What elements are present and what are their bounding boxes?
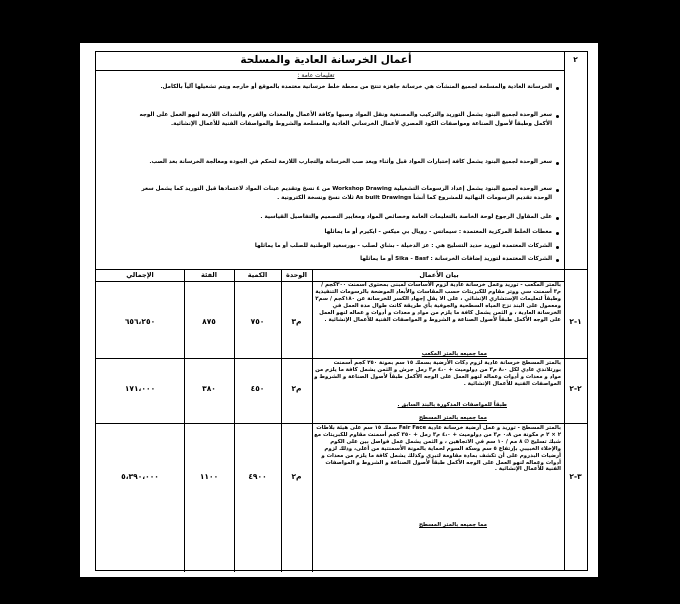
instruction-3: سعر الوحدة لجميع البنود يشمل كافة إختبارات المواد قبل وأثناء وبعد صب الخرسانة والتجارب اللازمة لتحكم في الجودة ومعالجة الخرسانة بعد الصب. xyxy=(149,159,552,165)
row-1-bottom-line xyxy=(96,358,587,359)
bullet-7 xyxy=(556,246,559,249)
bullet-6 xyxy=(556,232,559,235)
row-2-rate: ٣٨٠ xyxy=(202,384,216,393)
row-3-rate: ١١٠٠ xyxy=(199,472,219,481)
header-quantity: الكمية xyxy=(247,271,268,279)
row-1-unit: م٣ xyxy=(291,317,302,326)
bullet-3 xyxy=(556,162,559,165)
section-title: أعمال الخرسانة العادية والمسلحة xyxy=(240,54,412,66)
col-rate-qty-line xyxy=(234,269,235,572)
section-number: ٢ xyxy=(573,55,578,64)
row-2-description: بالمتر المسطح خرسانة عادية لزوم دكات الأرضية بسمك ١٥ سم بمونة ٢٥٠ كجم أسمنت بورتلاندي عادي لكل ٨،٠ م٣ من دولوميت + ٤،٠ م٣ رمل جرش و الثمن يشمل كافة ما يلزم من مواد و معدات و أدوات وعماله لنهو العمل على الوجه الأكمل طبقاً لأصول الصناعة و الشروط و المواصفات الفنية للأعمال الإنشائية . xyxy=(314,360,561,387)
bullet-8 xyxy=(556,259,559,262)
bullet-1 xyxy=(556,87,559,90)
row-3-footer: مما جميعه بالمتر المسطح xyxy=(419,522,487,528)
boq-frame xyxy=(95,51,588,571)
document-page xyxy=(80,43,598,577)
instructions-subtitle: تعليمات عامة : xyxy=(297,72,335,79)
bullet-2 xyxy=(556,115,559,118)
header-unit: الوحدة xyxy=(285,271,308,279)
row-1-number: ١-٢ xyxy=(569,317,582,326)
row-2-unit: م٢ xyxy=(291,384,302,393)
header-description: بيان الأعمال xyxy=(419,271,459,279)
header-rate: الفئة xyxy=(201,271,217,279)
row-1-total: ٦٥٦،٢٥٠ xyxy=(124,317,156,326)
row-2-note: طبقاً للمواصفات المذكورة بالبند السابق . xyxy=(397,402,507,408)
row-3-quantity: ٤٩٠٠ xyxy=(248,472,267,481)
col-total-rate-line xyxy=(184,269,185,572)
row-1-description: بالمتر المكعب - توريد وعمل خرسانة عادية لزوم الأساسات لمبنى بمحتوى اسمنت ٣٠٠كجم / م٣ أسمنت سي ووتر مقاوم للكبريتات حسب المقاسات والأبعاد الموضحة بالرسومات التنفيذية وطبقاً لتعليمات الإستشاري الإنشائي ، على الا يقل إجهاد الكسر للخرسانة عن ١٨٠كجم / سم٢ ومعمول على البند نزح المياه السطحية والجوفية بأي طريقة كانت طوال مدة العمل في الخرسانة العادية ، و الثمن يشمل كافة ما يلزم من مواد و معدات و أدوات و عماله لنهو العمل على الوجه الأكمل طبقاً لأصول الصناعة و الشروط و المواصفات الفنية للأعمال الإنشائية . xyxy=(315,282,561,323)
bullet-4 xyxy=(556,189,559,192)
instruction-4: سعر الوحدة لجميع البنود يشمل إعداد الرسومات التشغيلية Workshop Drawing من ٤ نسخ وتقديم عينات المواد لاعتمادها قبل التوريد كما يشمل سعر الوحدة تقديم الرسومات النهائية للمشروع كما أنشأ As built Drawings ثلاث نسخ ونسخة الكترونية . xyxy=(141,186,552,201)
instruction-6: معطات الخلط المركزية المعتمدة : سيماتس - رويال بي ميكس - ايكيرم أو ما يماثلها xyxy=(324,229,552,235)
row-3-total: ٥،٣٩٠،٠٠٠ xyxy=(121,472,159,481)
col-qty-unit-line xyxy=(281,269,282,572)
row-1-footer: مما جميعه بالمتر المكعب xyxy=(421,351,487,357)
instruction-2: سعر الوحدة لجميع البنود يشمل التوريد والتركيب والمصنعية ونقل المواد وصبها وكافة الأعمال والمعدات والفرم والشدات اللازمة لنهو العمل على الوجه الأكمل وطبقاً لأصول الصناعة ومواصفات الكود المصري لأعمال الخرساني العادية والمسلحة والشروط والمواصفات الفنية للأعمال الإنشائية. xyxy=(139,112,552,127)
row-3-description: بالمتر المسطح - توريد و عمل أرضية خرسانة عادية Fair Face سمك ١٥ سم على هيئة بلاطات ٢ × ٢ م مكونة من ٠،٨ م٣ من دولوميت + ٤،٠ م٣ رمل + ٣٥٠ كجم أسمنت مقاوم للكبريتات مع شبك تسليح ∅ ٨ مم / ١٠ سم في الاتجاهين ، و الثمن يشمل عمل فواصل بين على الكوم والإخلاء الخبيبي بإرتفاع ٥ سم وسكة السوم لحماية بالمونة الأسمنتية من أعلى، وذلك لزوم أرضيات البدروم على أن تكشف بمادة مقاومة لتبري وكذلك يشمل كافة ما يلزم من معدات و أدوات وعماله لنهو العمل على الوجه الأكمل طبقاً لأصول الصناعة و الشروط و المواصفات الفنية للأعمال الإنشائية . xyxy=(314,425,561,473)
bullet-5 xyxy=(556,217,559,220)
row-3-number: ٣-٢ xyxy=(569,472,582,481)
instruction-8: الشركات المعتمدة لتوريد إضافات الخرسانة : Sika - Basf أو ما يماثلها xyxy=(360,256,552,262)
instruction-1: الخرسانة العادية والمسلحة لجميع المنشآت هي خرسانة جاهزة تنتج من محطة خلط خرسانية معتمدة بالموقع أو خارجه ويتم تشغيلها آلياً بالكامل. xyxy=(160,84,552,90)
row-1-rate: ٨٧٥ xyxy=(202,317,216,326)
instruction-5: على المقاول الرجوع لوحة الخاصة بالتعليمات العامة وخصائص المواد ومعايير التصميم والتفاصيل القياسية . xyxy=(260,214,552,220)
row-2-bottom-line xyxy=(96,423,587,424)
row-2-footer: مما جميعه بالمتر المسطح xyxy=(419,415,487,421)
header-divider xyxy=(96,70,564,71)
row-2-quantity: ٤٥٠ xyxy=(250,384,265,393)
instruction-7: الشركات المعتمدة لتوريد حديد التسليح هي : عز الدخيلة - بشاي لصلب - بورسعيد الوطنية للصلب أو ما يماثلها xyxy=(254,243,552,249)
row-2-total: ١٧١،٠٠٠ xyxy=(124,384,156,393)
row-2-number: ٢-٢ xyxy=(569,384,582,393)
item-number-column xyxy=(564,52,587,570)
header-total: الإجمالي xyxy=(126,271,154,279)
row-3-unit: م٢ xyxy=(291,472,302,481)
row-1-quantity: ٧٥٠ xyxy=(250,317,265,326)
table-top-line xyxy=(96,269,587,270)
